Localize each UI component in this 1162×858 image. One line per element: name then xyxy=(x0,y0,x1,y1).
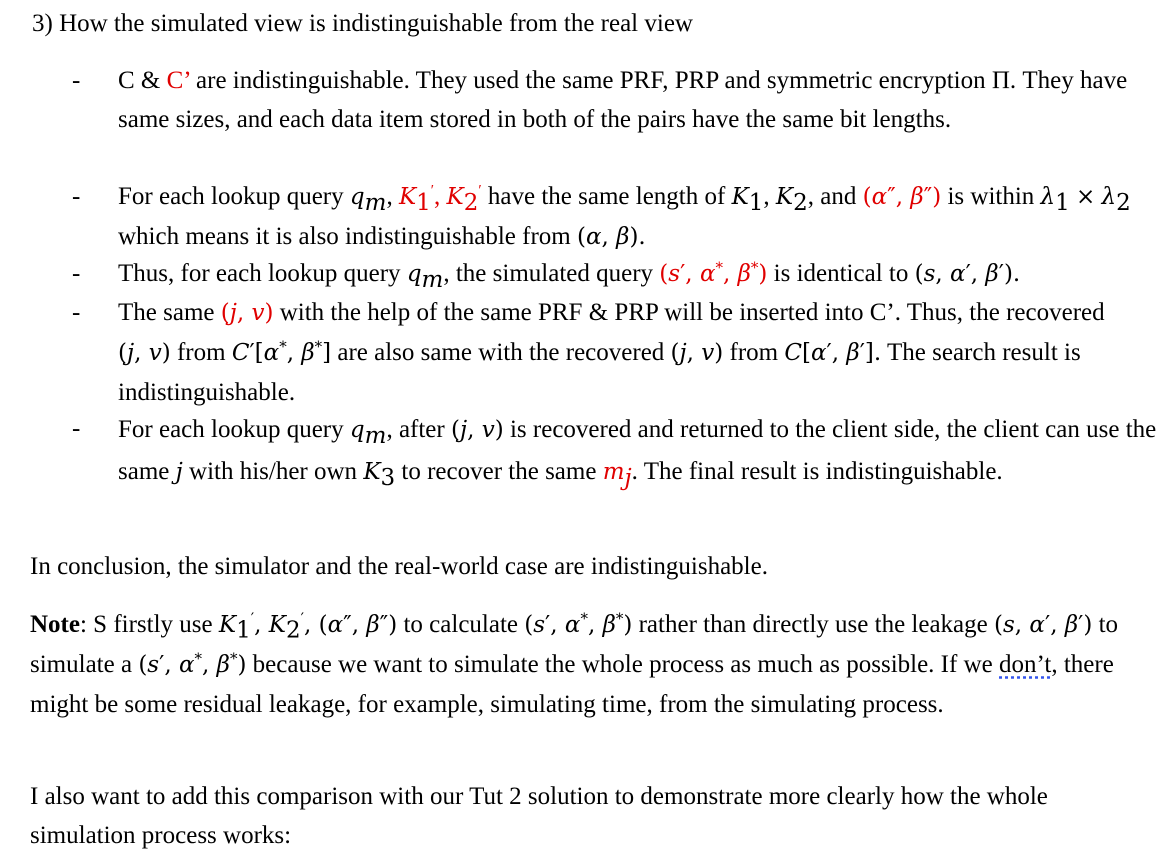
math-m-j: $m_j$ xyxy=(602,459,632,491)
bullet-marker: - xyxy=(72,299,81,326)
conclusion-paragraph: In conclusion, the simulator and the real-world case are indistinguishable. xyxy=(30,553,768,580)
text-run: after xyxy=(398,416,445,443)
text-run: The search result is indistinguishable. xyxy=(118,339,1081,406)
text-run: to simulate a xyxy=(30,611,1119,678)
math-c-prime-index: C′[α*, β*] xyxy=(231,337,332,366)
text-run: Thus, for each lookup query xyxy=(118,260,401,287)
math-q-m: $q_m$, xyxy=(349,416,393,449)
bullet-2 xyxy=(118,177,1158,257)
spellcheck-word[interactable]: don’t xyxy=(999,651,1052,678)
math-lambda: $\lambda_1 \times \lambda_2$ xyxy=(1040,184,1131,216)
c-prime-text: C’ xyxy=(166,67,190,94)
bullet-marker: - xyxy=(72,415,81,442)
text-run: to calculate xyxy=(403,611,518,638)
text-run: is within xyxy=(947,183,1035,210)
text-run: to recover the same xyxy=(401,458,597,485)
math-k1-k2: $K_1$, $K_2$, xyxy=(731,183,814,216)
note-paragraph xyxy=(30,605,1156,724)
math-k-primes: $K_1'$, $K_2'$ xyxy=(398,182,482,216)
math-j: j xyxy=(175,459,183,485)
c-text: C & xyxy=(118,67,161,94)
bullet-1-text: are indistinguishable. They used the same PRF, PRP and symmetric encryption Π. They have same sizes, and each data item stored in both of the pairs have the same bit lengths. xyxy=(118,67,1128,133)
text-run: , there might be some residual leakage, for example, simulating time, from the simulating process. xyxy=(30,651,1114,718)
text-run: rather than directly use the leakage xyxy=(638,611,988,638)
bullet-marker: - xyxy=(72,260,81,287)
text-run: the simulated query xyxy=(455,260,654,287)
bullet-5: For each lookup query $q_m$, after (j, v) is recovered and returned to the client side, the client can use the same j with his/her own $K_3$ to recover the same $m_j$. The final result is indistinguishable. xyxy=(118,416,1157,491)
math-j-v: (j, v) xyxy=(670,340,724,366)
math-k-primes-alpha: $K_1'$, $K_2'$, (α″, β″) xyxy=(218,609,398,644)
text-run: The final result is indistinguishable. xyxy=(643,458,1003,485)
text-run: For each lookup query xyxy=(118,183,344,210)
math-s-alpha-beta-star: (s′, α*, β*) xyxy=(138,649,247,678)
text-run: because we want to simulate the whole process as much as possible. If we xyxy=(252,651,993,678)
math-alpha-beta: (α, β). xyxy=(576,224,646,250)
math-s-alpha-beta-prime: (s, α′, β′). xyxy=(914,261,1021,287)
closing-paragraph: I also want to add this comparison with our Tut 2 solution to demonstrate more clearly how the whole simulation process works: xyxy=(30,783,1048,849)
math-s-alpha-beta-star: (s′, α*, β*) xyxy=(524,609,633,638)
section-heading: 3) How the simulated view is indistinguishable from the real view xyxy=(32,10,693,37)
bullet-marker: - xyxy=(72,67,81,94)
math-s-alpha-beta-prime: (s, α′, β′) xyxy=(994,612,1093,638)
note-label: Note xyxy=(30,611,80,638)
bullet-1 xyxy=(118,61,1158,139)
math-s-alpha-beta-star: (s′, α*, β*) xyxy=(659,258,768,287)
text-run: and xyxy=(820,183,857,210)
text-run: : S firstly use xyxy=(79,611,213,638)
math-alpha-beta-dprime: (α″, β″) xyxy=(862,184,942,210)
math-j-v: (j, v) xyxy=(220,300,274,326)
text-run: is recovered and returned to the client side, the client can use the same xyxy=(118,416,1157,485)
text-run: with his/her own xyxy=(189,458,358,485)
math-j-v: (j, v) xyxy=(450,417,504,443)
bullet-4 xyxy=(118,293,1158,412)
text-run: which means it is also indistinguishable from xyxy=(118,223,571,250)
math-j-v: (j, v) xyxy=(118,340,171,366)
text-run: For each lookup query xyxy=(118,416,344,443)
text-run: is identical to xyxy=(773,260,909,287)
math-c-index: C[α′, β′]. xyxy=(784,340,882,366)
text-run: have the same length of xyxy=(487,183,726,210)
text-run: are also same with the recovered xyxy=(337,339,665,366)
bullet-marker: - xyxy=(72,183,81,210)
text-run: from xyxy=(729,339,779,366)
math-q-m: $q_m$, xyxy=(406,260,450,293)
text-run: The same xyxy=(118,299,215,326)
bullet-3 xyxy=(118,254,1158,294)
math-q-m: $q_m$, xyxy=(349,183,393,216)
text-run: with the help of the same PRF & PRP will be inserted into C’. Thus, the recovered xyxy=(279,299,1105,326)
text-run: from xyxy=(176,339,226,366)
math-k3: $K_3$ xyxy=(363,459,396,491)
